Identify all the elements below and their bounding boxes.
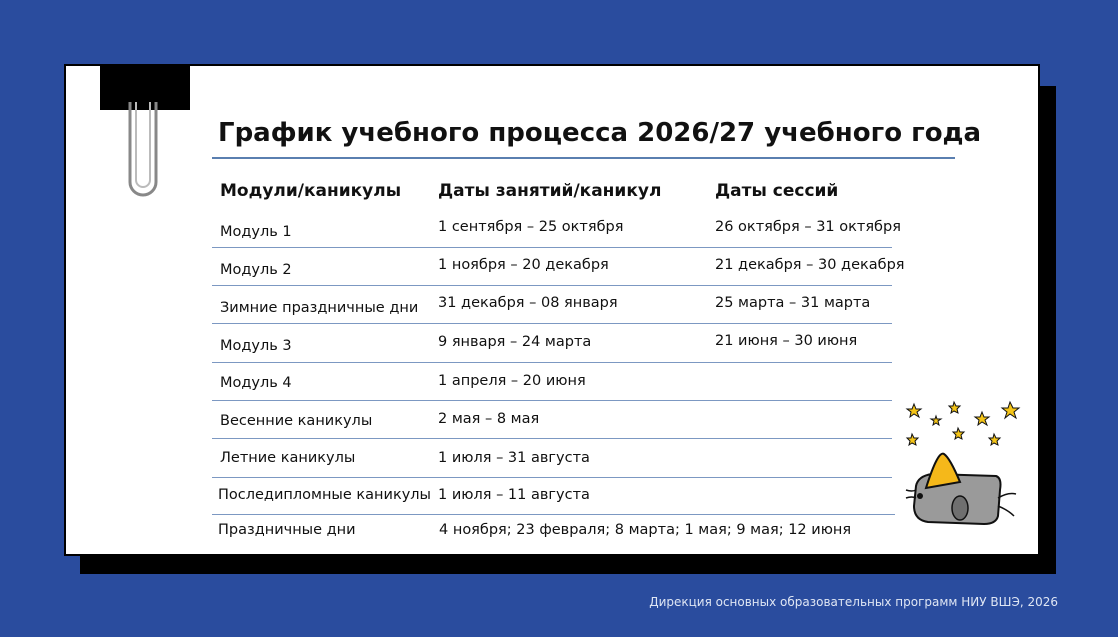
- row-dates: 1 сентября – 25 октября: [438, 219, 624, 235]
- row-session: 25 марта – 31 марта: [715, 295, 871, 311]
- row-name: Зимние праздничные дни: [220, 300, 419, 316]
- row-divider: [212, 438, 892, 439]
- row-dates: 1 июля – 31 августа: [438, 450, 590, 466]
- row-session: 26 октября – 31 октября: [715, 219, 901, 235]
- row-name: Весенние каникулы: [220, 413, 373, 429]
- sleeping-mascot-icon: [898, 398, 1024, 530]
- row-dates: 4 ноября; 23 февраля; 8 марта; 1 мая; 9 мая; 12 июня: [439, 522, 852, 538]
- row-divider: [212, 247, 892, 248]
- row-session: 21 июня – 30 июня: [715, 333, 858, 349]
- row-divider: [212, 477, 892, 478]
- row-name: Модуль 2: [220, 262, 292, 278]
- row-dates: 1 ноября – 20 декабря: [438, 257, 609, 273]
- row-name: Модуль 3: [220, 338, 292, 354]
- row-dates: 1 апреля – 20 июня: [438, 373, 586, 389]
- row-name: Последипломные каникулы: [218, 487, 432, 503]
- row-dates: 31 декабря – 08 января: [438, 295, 618, 311]
- row-dates: 1 июля – 11 августа: [438, 487, 590, 503]
- row-name: Модуль 4: [220, 375, 292, 391]
- row-divider: [212, 514, 895, 515]
- row-session: 21 декабря – 30 декабря: [715, 257, 905, 273]
- footer-credit: Дирекция основных образовательных программ НИУ ВШЭ, 2026: [649, 595, 1058, 609]
- row-divider: [212, 400, 892, 401]
- stars-icon: [907, 402, 1019, 445]
- header-modules: Модули/каникулы: [220, 181, 402, 201]
- row-divider: [212, 323, 892, 324]
- title-underline: [212, 157, 955, 159]
- row-divider: [212, 362, 892, 363]
- row-name: Модуль 1: [220, 224, 292, 240]
- row-dates: 2 мая – 8 мая: [438, 411, 540, 427]
- header-dates: Даты занятий/каникул: [438, 181, 662, 201]
- binder-clip-wire-icon: [122, 102, 172, 206]
- row-dates: 9 января – 24 марта: [438, 334, 592, 350]
- header-sessions: Даты сессий: [715, 181, 839, 201]
- row-divider: [212, 285, 892, 286]
- page-title: График учебного процесса 2026/27 учебного года: [218, 118, 982, 148]
- row-name: Праздничные дни: [218, 522, 356, 538]
- row-name: Летние каникулы: [220, 450, 356, 466]
